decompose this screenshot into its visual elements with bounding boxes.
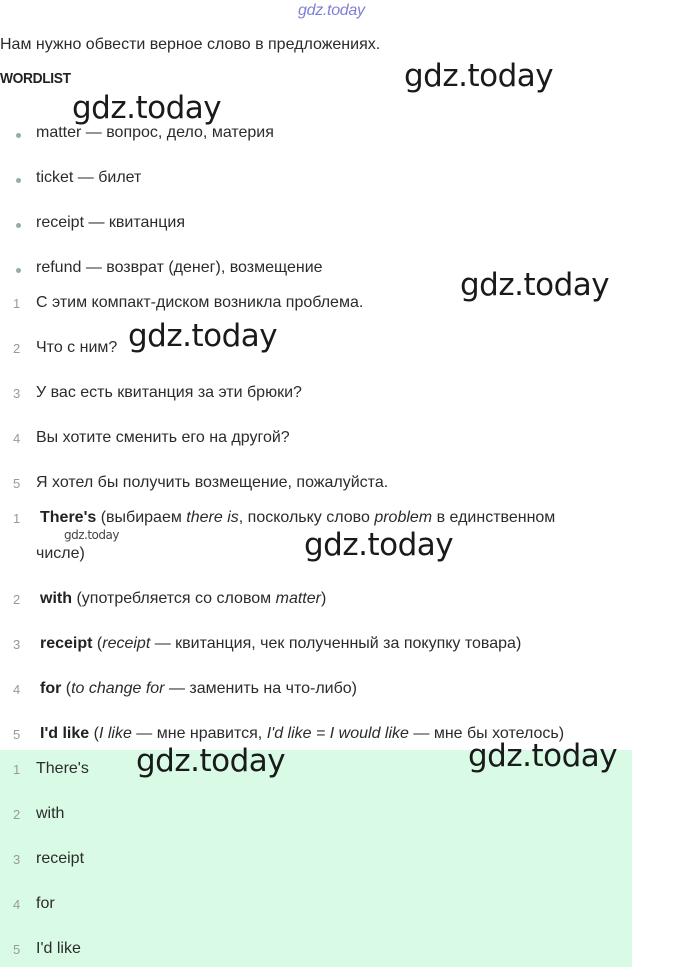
- answers-panel: [0, 750, 632, 967]
- watermark: gdz.today: [460, 267, 610, 303]
- wordlist-title: WORDLIST: [0, 70, 71, 87]
- bullet-icon: [16, 178, 21, 183]
- watermark: gdz.today: [136, 743, 286, 779]
- watermark: gdz.today: [64, 528, 119, 542]
- watermark: gdz.today: [468, 738, 618, 774]
- watermark: gdz.today: [72, 90, 222, 126]
- watermark: gdz.today: [128, 318, 278, 354]
- bullet-icon: [16, 223, 21, 228]
- watermark: gdz.today: [304, 527, 454, 563]
- top-watermark: gdz.today: [298, 2, 365, 19]
- bullet-icon: [16, 268, 21, 273]
- intro-text: Нам нужно обвести верное слово в предложениях.: [0, 36, 381, 53]
- watermark: gdz.today: [404, 58, 554, 94]
- bullet-icon: [16, 133, 21, 138]
